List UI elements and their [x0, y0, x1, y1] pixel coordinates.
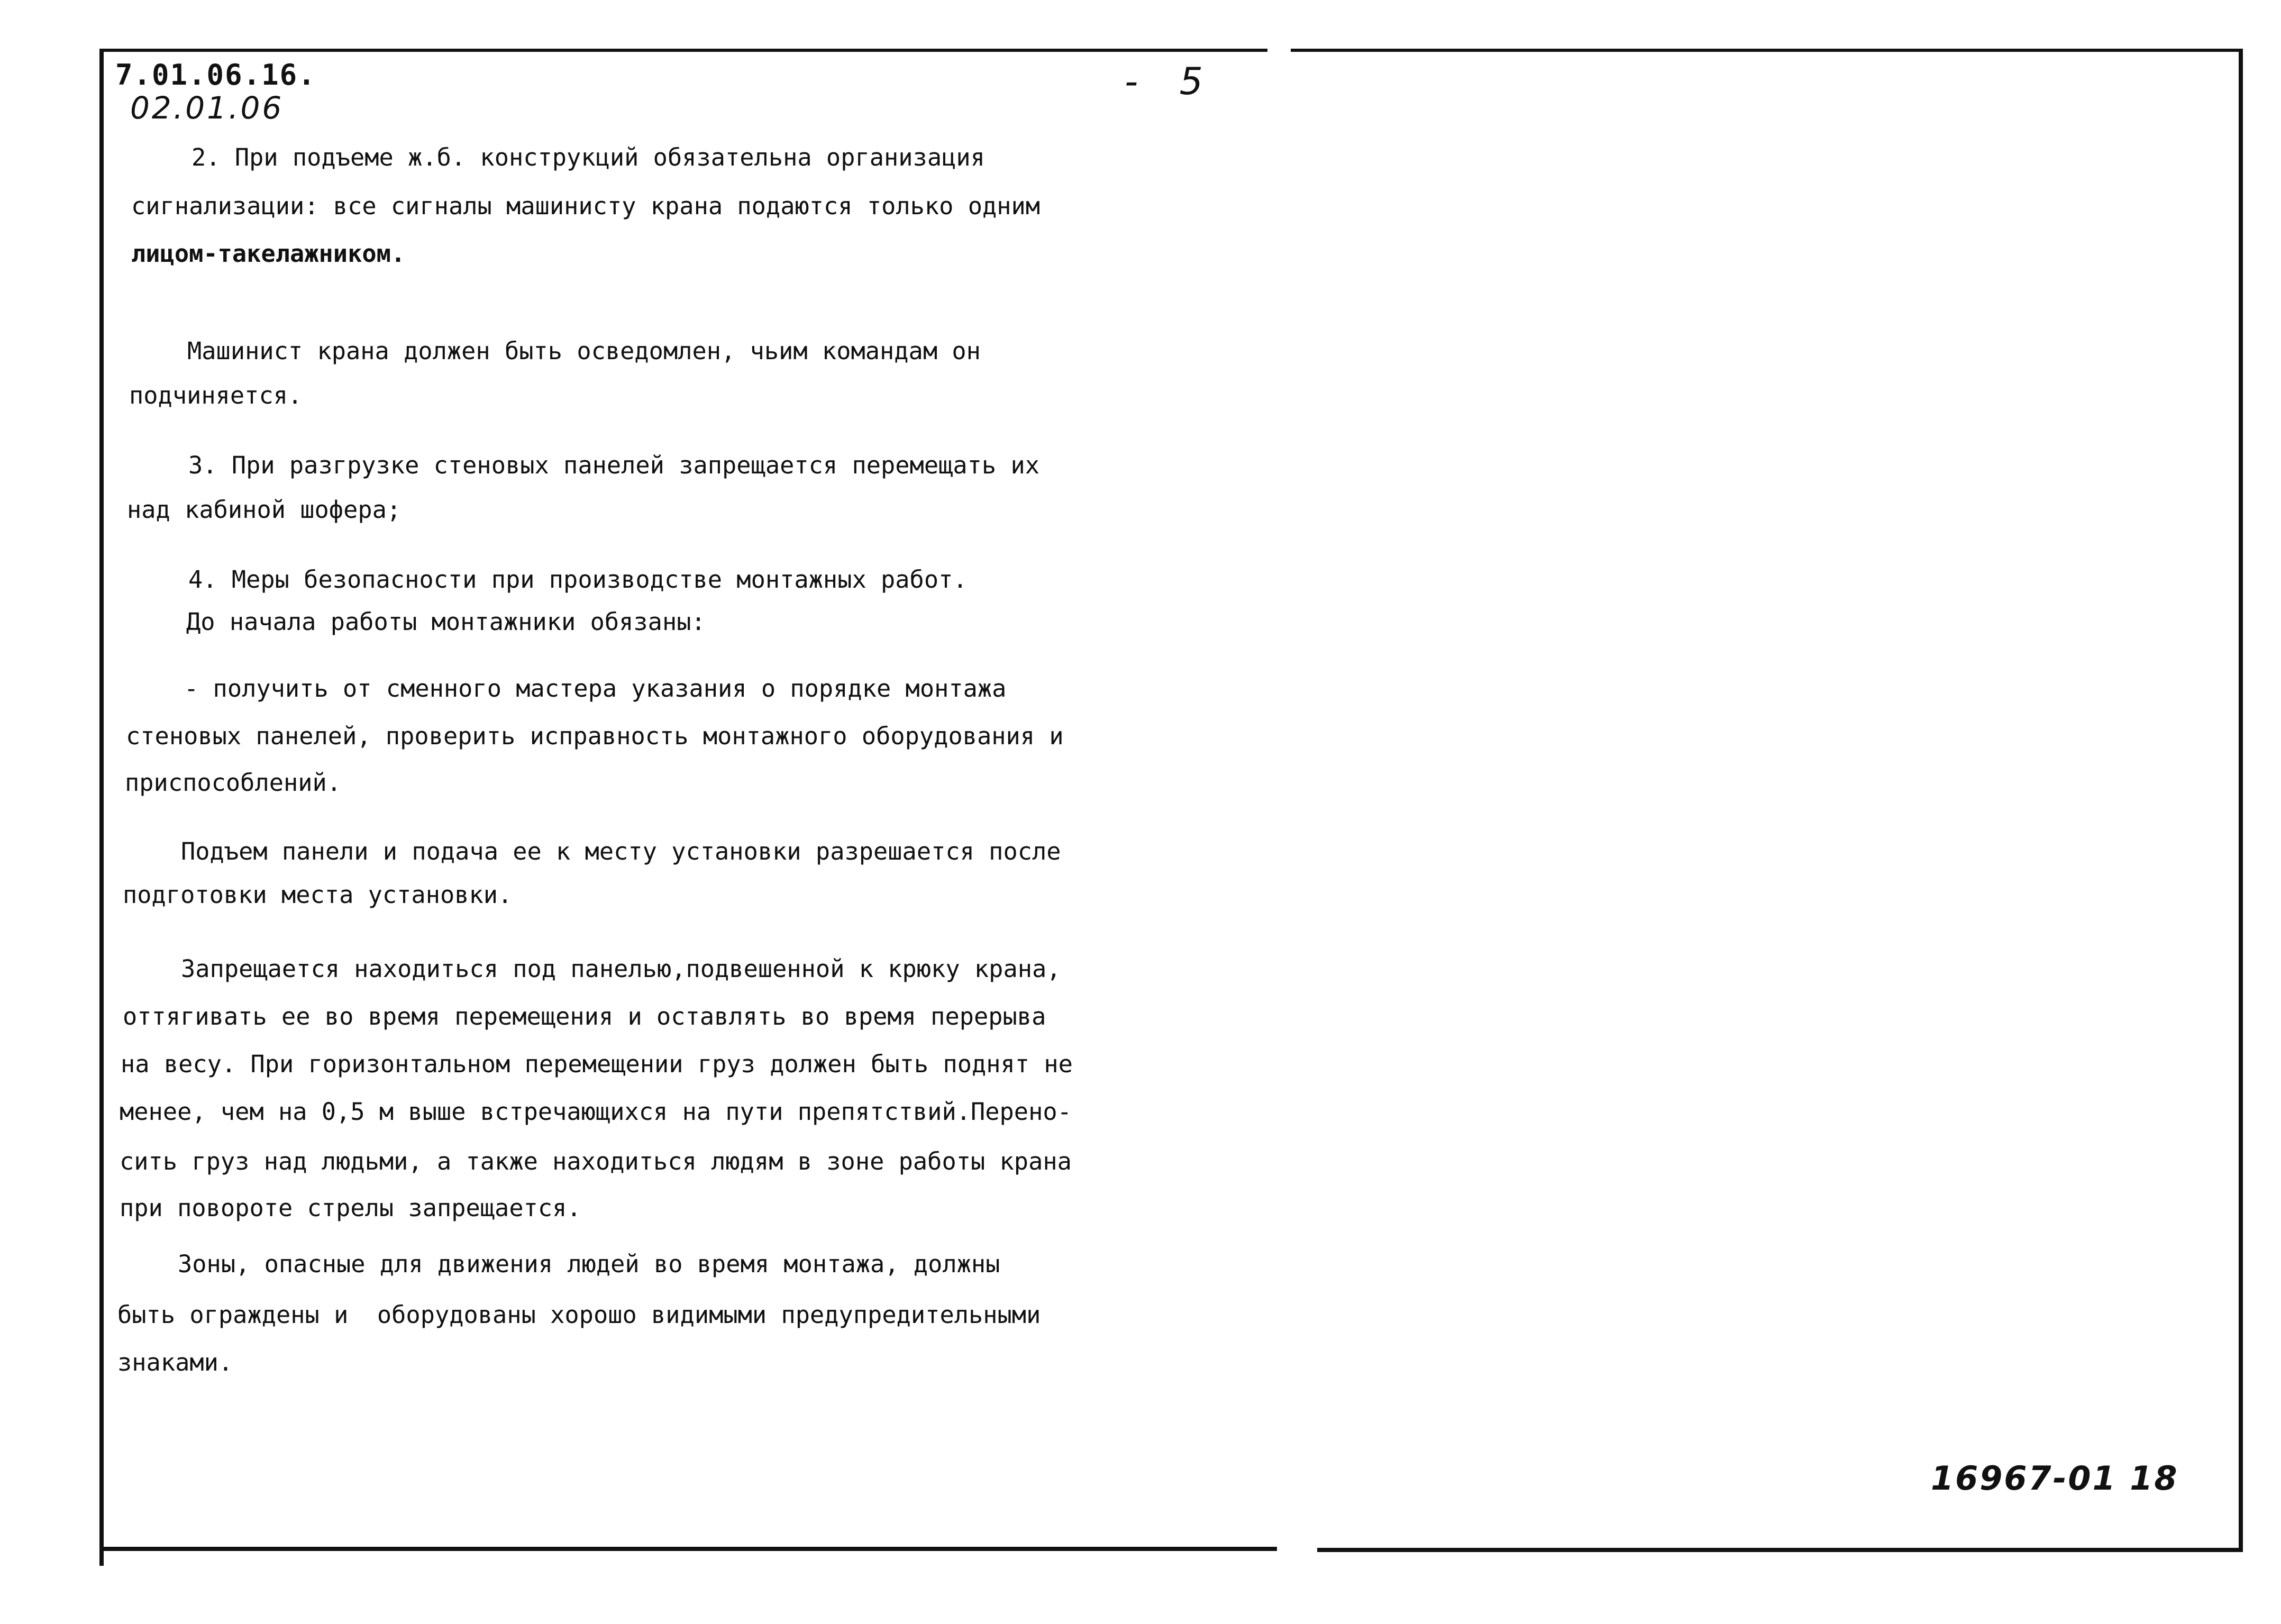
text-line: знаками.: [117, 1348, 233, 1376]
frame-right-right-border: [2239, 49, 2243, 1552]
text-line: 2. При подъеме ж.б. конструкций обязательна организация: [191, 143, 985, 171]
document-number: 16967-01 18: [1931, 1459, 2179, 1498]
text-line: До начала работы монтажники обязаны:: [186, 608, 706, 636]
text-line: Запрещается находиться под панелью,подвешенной к крюку крана,: [181, 955, 1061, 983]
document-date: 02.01.06: [130, 90, 284, 126]
text-line: - получить от сменного мастера указания о порядке монтажа: [184, 674, 1007, 702]
page-number: - 5: [1125, 60, 1218, 103]
frame-left-top-border: [99, 49, 1267, 52]
frame-left-bottom-border: [104, 1547, 1277, 1551]
text-line: менее, чем на 0,5 м выше встречающихся на пути препятствий.Перено-: [120, 1098, 1072, 1126]
frame-left-left-border: [99, 49, 104, 1566]
text-line: стеновых панелей, проверить исправность монтажного оборудования и: [126, 722, 1064, 750]
text-line: быть ограждены и оборудованы хорошо видимыми предупредительными: [117, 1301, 1041, 1329]
text-line: на весу. При горизонтальном перемещении груз должен быть поднят не: [121, 1050, 1073, 1078]
text-line: Зоны, опасные для движения людей во время монтажа, должны: [178, 1250, 1000, 1278]
frame-right-top-border: [1291, 49, 2243, 52]
text-line: приспособлений.: [125, 769, 342, 797]
text-line: при повороте стрелы запрещается.: [120, 1194, 581, 1222]
frame-right-bottom-border: [1317, 1548, 2243, 1552]
text-line: Машинист крана должен быть осведомлен, чьим командам он: [187, 337, 981, 365]
text-line: сить груз над людьми, а также находиться людям в зоне работы крана: [120, 1147, 1072, 1175]
text-line: Подъем панели и подача ее к месту установки разрешается после: [181, 837, 1061, 865]
text-line: подготовки места установки.: [123, 881, 513, 909]
text-line: сигнализации: все сигналы машинисту крана подаются только одним: [131, 192, 1041, 220]
document-code: 7.01.06.16.: [115, 58, 316, 92]
text-line: над кабиной шофера;: [127, 496, 402, 524]
text-line: 3. При разгрузке стеновых панелей запрещается перемещать их: [188, 451, 1039, 479]
text-line: подчиняется.: [129, 381, 303, 409]
text-line: оттягивать ее во время перемещения и оставлять во время перерыва: [123, 1002, 1046, 1030]
text-line: 4. Меры безопасности при производстве монтажных работ.: [188, 565, 968, 594]
text-line: лицом-такелажником.: [131, 240, 406, 268]
